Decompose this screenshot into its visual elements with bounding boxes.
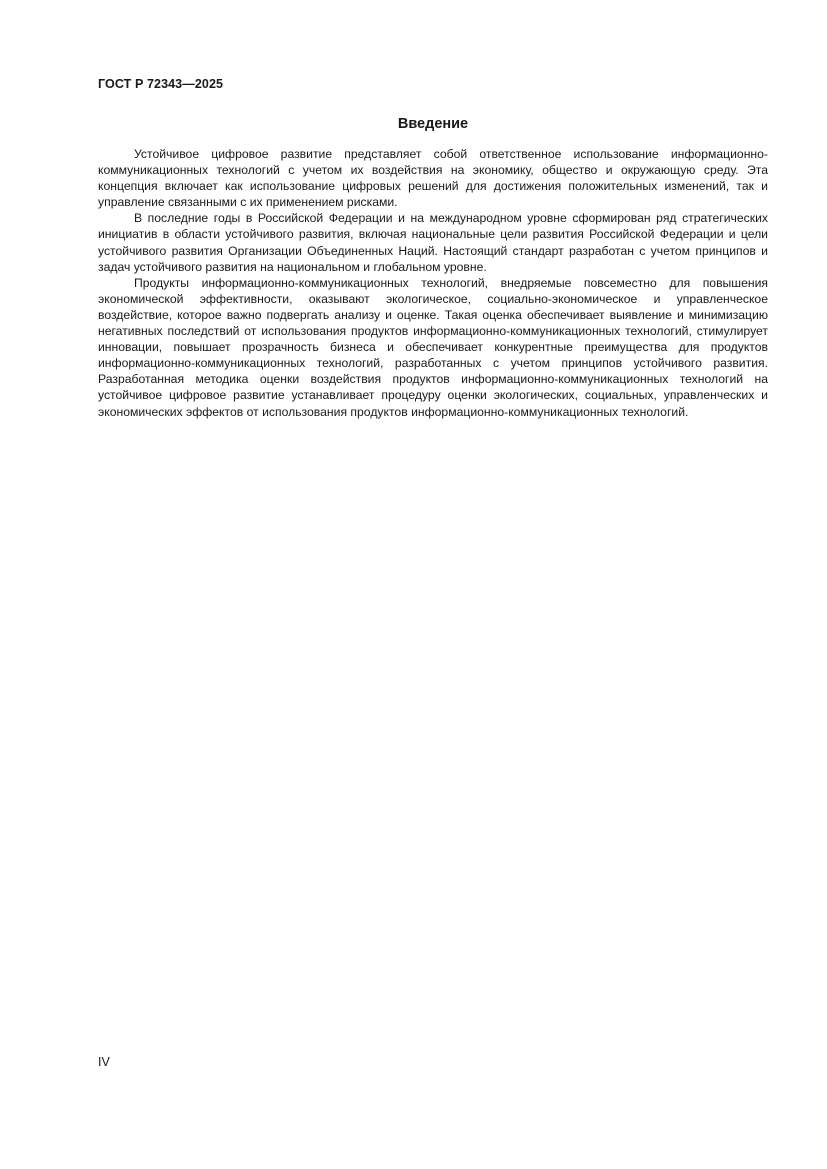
paragraph: В последние годы в Российской Федерации и на международном уровне сформирован ряд стратегических инициатив в области устойчивого развития, включая национальные цели развития Российской Федерации и цели устойчивого развития Организации Объединенных Наций. Настоящий стандарт разработан с учетом принципов и задач устойчивого развития на национальном и глобальном уровне. [98, 211, 768, 274]
paragraph: Продукты информационно-коммуникационных технологий, внедряемые повсеместно для повышения экономической эффективности, оказывают экологическое, социально-экономическое и управленческое воздействие, которое важно подвергать анализу и оценке. Такая оценка обеспечивает выявление и минимизацию негативных последствий от использования продуктов информационно-коммуникационных технологий, стимулирует инновации, повышает прозрачность бизнеса и обеспечивает конкурентные преимущества для продуктов информационно-коммуникационных технологий, разработанных с учетом принципов устойчивого развития. Разработанная методика оценки воздействия продуктов информационно-коммуникационных технологий на устойчивое цифровое развитие устанавливает процедуру оценки экологических, социальных, управленческих и экономических эффектов от использования продуктов информационно-коммуникационных технологий. [98, 275, 768, 419]
section-title: Введение [397, 116, 469, 132]
page-number: IV [98, 1055, 110, 1069]
document-code: ГОСТ Р 72343—2025 [98, 77, 224, 91]
body-text [98, 146, 768, 420]
paragraph: Устойчивое цифровое развитие представляет собой ответственное использование информационно-коммуникационных технологий с учетом их воздействия на экономику, общество и окружающую среду. Эта концепция включает как использование цифровых решений для достижения положительных изменений, так и управление связанными с их применением рисками. [98, 147, 768, 210]
